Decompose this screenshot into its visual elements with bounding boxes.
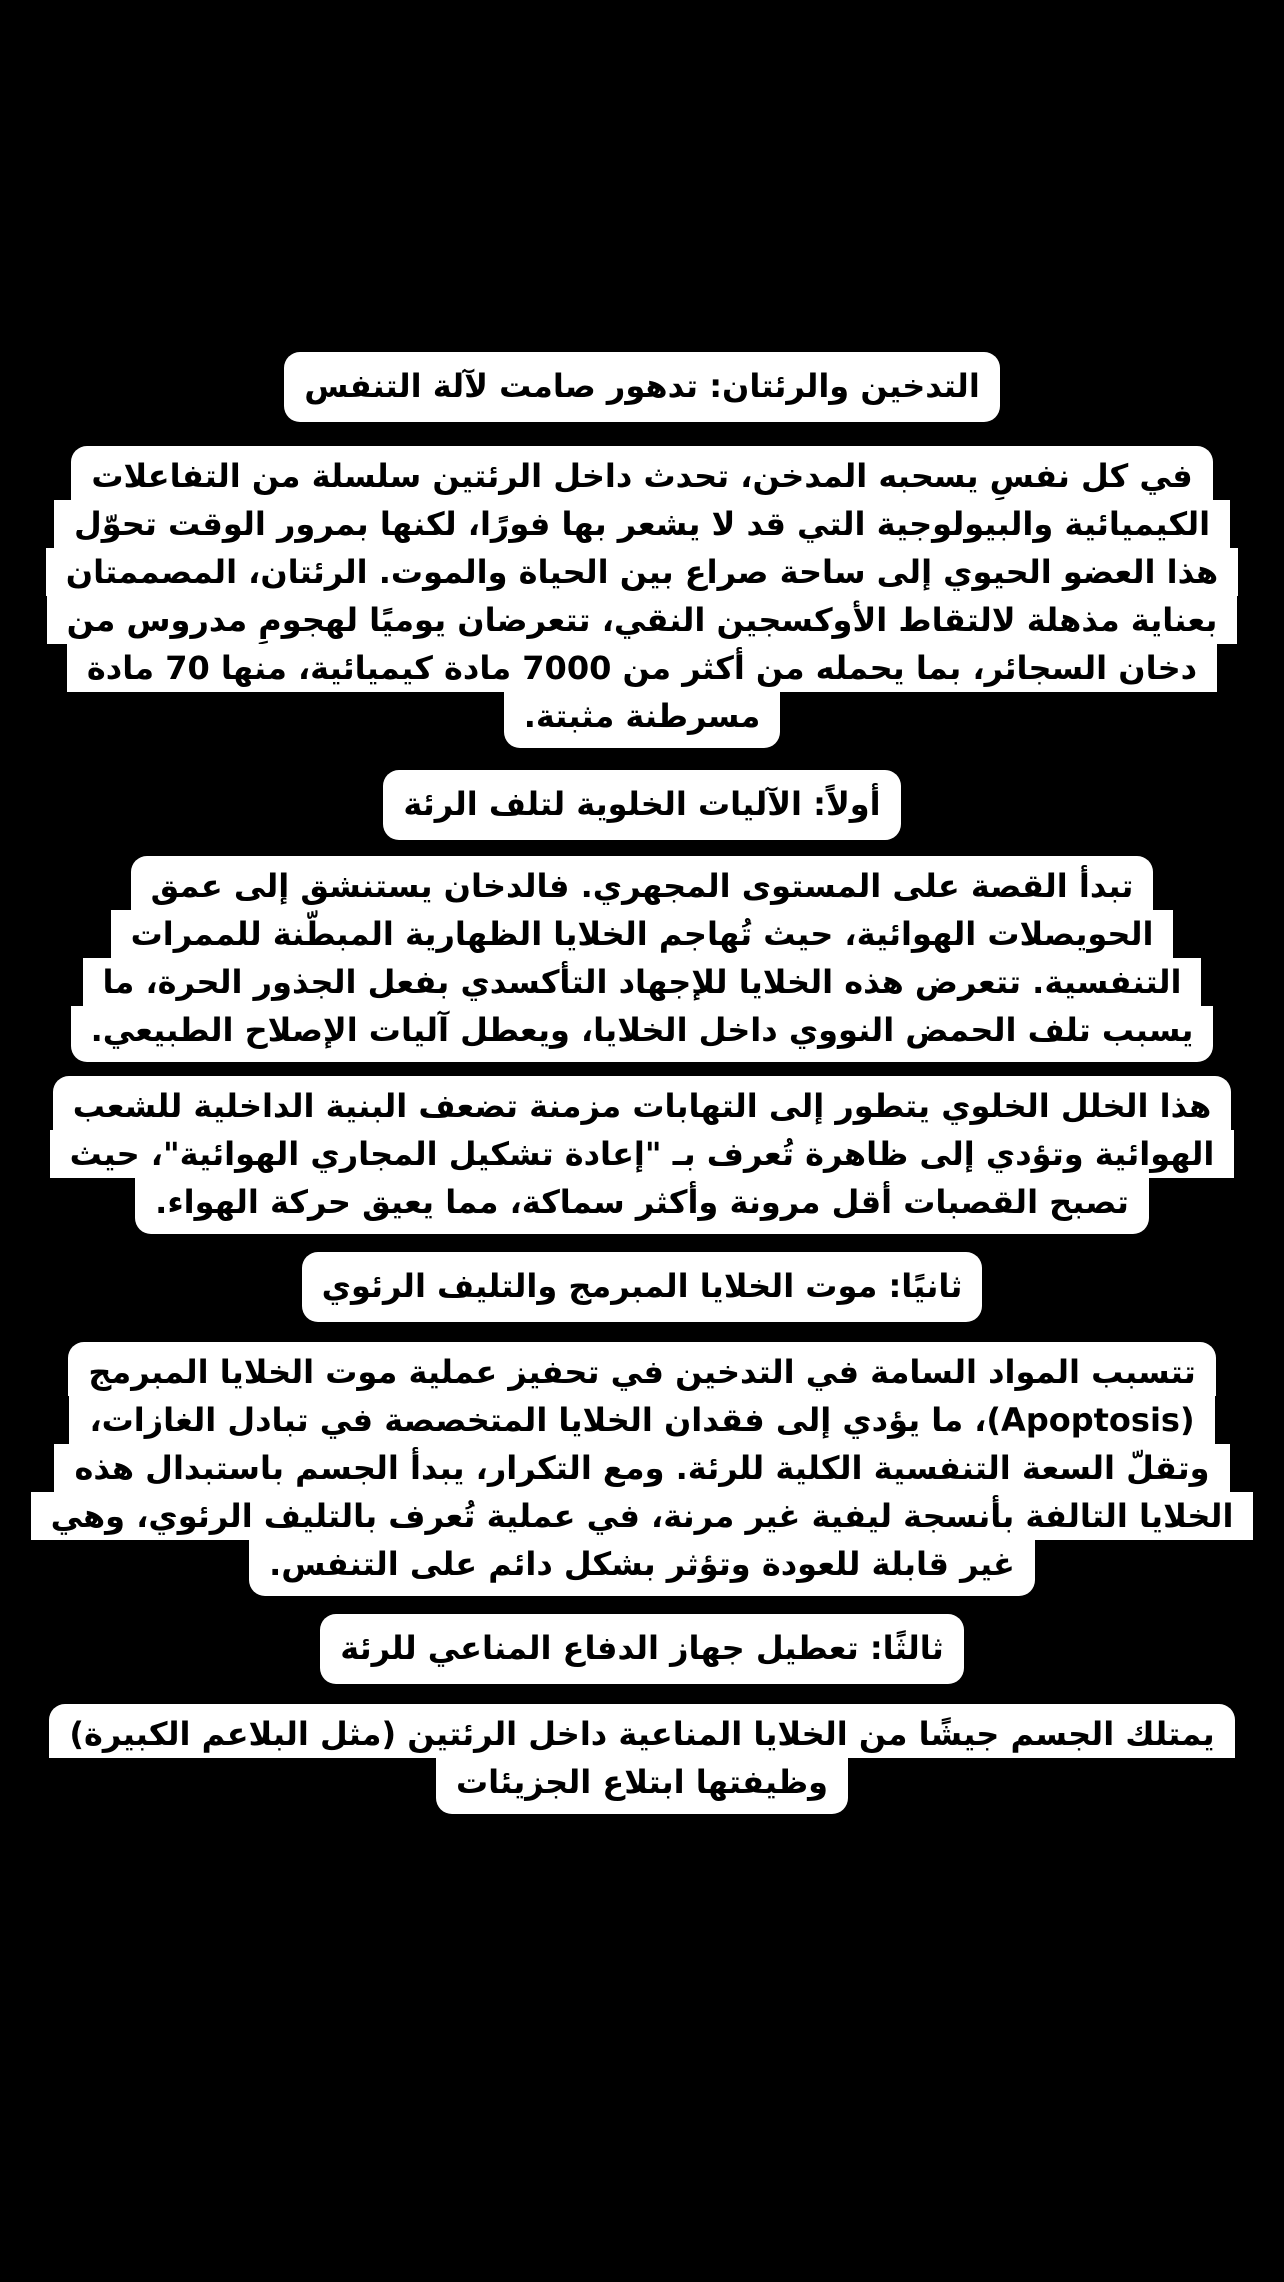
- section2-paragraph: [31, 1342, 1254, 1596]
- section1-paragraph-1: [71, 856, 1214, 1062]
- section3-paragraph: [49, 1704, 1234, 1814]
- intro-line: بعناية مذهلة لالتقاط الأوكسجين النقي، تتعرضان يوميًا لهجومٍ مدروس من: [47, 596, 1238, 644]
- intro-line: هذا العضو الحيوي إلى ساحة صراع بين الحياة والموت. الرئتان، المصممتان: [46, 548, 1238, 596]
- section1-para2-line: هذا الخلل الخلوي يتطور إلى التهابات مزمنة تضعف البنية الداخلية للشعب: [53, 1076, 1232, 1130]
- intro-line: في كل نفسٍ يسحبه المدخن، تحدث داخل الرئتين سلسلة من التفاعلات: [71, 446, 1212, 500]
- section1-para1-line: الحويصلات الهوائية، حيث تُهاجم الخلايا الظهارية المبطّنة للممرات: [111, 910, 1174, 958]
- section2-para-line: وتقلّ السعة التنفسية الكلية للرئة. ومع التكرار، يبدأ الجسم باستبدال هذه: [54, 1444, 1229, 1492]
- section1-para1-line: يسبب تلف الحمض النووي داخل الخلايا، ويعطل آليات الإصلاح الطبيعي.: [71, 1006, 1214, 1062]
- intro-line: مسرطنة مثبتة.: [504, 692, 781, 748]
- section1-title: أولاً: الآليات الخلوية لتلف الرئة: [383, 770, 900, 840]
- section1-caption: [383, 770, 900, 840]
- section1-para2-line: الهوائية وتؤدي إلى ظاهرة تُعرف بـ "إعادة تشكيل المجاري الهوائية"، حيث: [50, 1130, 1235, 1178]
- section1-para1-line: تبدأ القصة على المستوى المجهري. فالدخان يستنشق إلى عمق: [131, 856, 1154, 910]
- intro-line: دخان السجائر، بما يحمله من أكثر من 7000 مادة كيميائية، منها 70 مادة: [67, 644, 1217, 692]
- intro-paragraph: [46, 446, 1238, 748]
- section3-para-line: وظيفتها ابتلاع الجزيئات: [436, 1758, 848, 1814]
- section1-paragraph-2: [50, 1076, 1235, 1234]
- title-caption: [284, 352, 1000, 422]
- caption-stack: [0, 352, 1284, 1814]
- section3-para-line: يمتلك الجسم جيشًا من الخلايا المناعية داخل الرئتين (مثل البلاعم الكبيرة): [49, 1704, 1234, 1758]
- section1-para1-line: التنفسية. تتعرض هذه الخلايا للإجهاد التأكسدي بفعل الجذور الحرة، ما: [83, 958, 1202, 1006]
- section2-para-line: غير قابلة للعودة وتؤثر بشكل دائم على التنفس.: [249, 1540, 1035, 1596]
- section3-caption: [320, 1614, 964, 1684]
- section2-para-line: الخلايا التالفة بأنسجة ليفية غير مرنة، في عملية تُعرف بالتليف الرئوي، وهي: [31, 1492, 1254, 1540]
- section3-title: ثالثًا: تعطيل جهاز الدفاع المناعي للرئة: [320, 1614, 964, 1684]
- section1-para2-line: تصبح القصبات أقل مرونة وأكثر سماكة، مما يعيق حركة الهواء.: [135, 1178, 1149, 1234]
- section2-para-line: تتسبب المواد السامة في التدخين في تحفيز عملية موت الخلايا المبرمج: [68, 1342, 1215, 1396]
- page-title: التدخين والرئتان: تدهور صامت لآلة التنفس: [284, 352, 1000, 422]
- section2-title: ثانيًا: موت الخلايا المبرمج والتليف الرئوي: [302, 1252, 983, 1322]
- section2-caption: [302, 1252, 983, 1322]
- section2-para-line: (Apoptosis)، ما يؤدي إلى فقدان الخلايا المتخصصة في تبادل الغازات،: [69, 1396, 1214, 1444]
- intro-line: الكيميائية والبيولوجية التي قد لا يشعر بها فورًا، لكنها بمرور الوقت تحوّل: [54, 500, 1230, 548]
